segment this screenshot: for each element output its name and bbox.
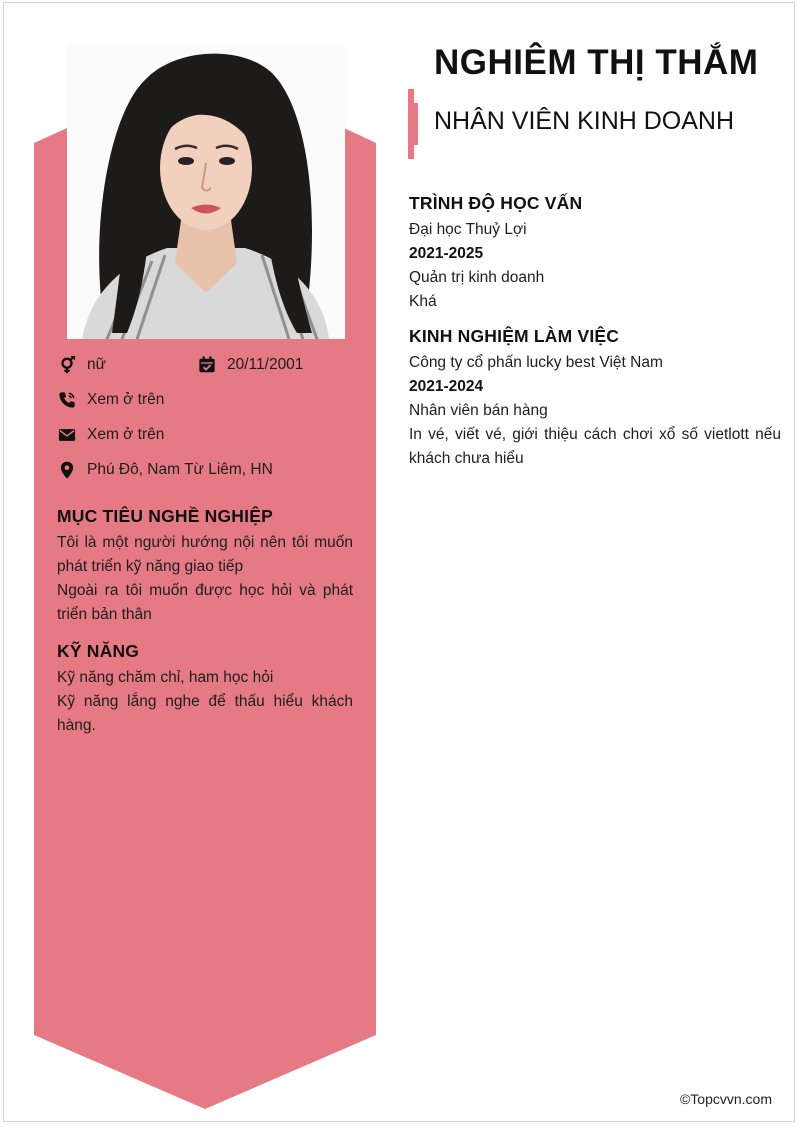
calendar-icon	[198, 356, 216, 374]
education-grade: Khá	[409, 293, 437, 310]
education-period: 2021-2025	[409, 245, 484, 262]
experience-section	[409, 326, 781, 471]
birthday-row	[198, 356, 303, 374]
candidate-name: NGHIÊM THỊ THẮM	[434, 43, 759, 82]
profile-photo	[67, 43, 345, 339]
education-major: Quản trị kinh doanh	[409, 269, 545, 286]
career-goal-paragraph: Ngoài ra tôi muốn được học hỏi và phát triển bản thân	[57, 582, 353, 623]
career-goal-title: MỤC TIÊU NGHỀ NGHIỆP	[57, 506, 273, 526]
gender-row	[58, 356, 106, 374]
accent-bar-inner	[414, 103, 418, 145]
phone-text: Xem ở trên	[87, 391, 165, 408]
birthday-text: 20/11/2001	[227, 356, 304, 373]
email-icon	[58, 426, 76, 444]
experience-description: In vé, viết vé, giới thiệu cách chơi xổ số vietlott nếu khách chưa hiểu	[409, 426, 781, 467]
cv-page	[3, 2, 795, 1122]
gender-icon	[58, 356, 76, 374]
career-goal-paragraph: Tôi là một người hướng nội nên tôi muốn phát triển kỹ năng giao tiếp	[57, 534, 353, 575]
address-row	[58, 461, 273, 479]
phone-row	[58, 391, 164, 409]
education-title: TRÌNH ĐỘ HỌC VẤN	[409, 193, 583, 213]
email-text: Xem ở trên	[87, 426, 165, 443]
gender-text: nữ	[87, 356, 106, 373]
skills-section	[57, 641, 353, 738]
email-row	[58, 426, 164, 444]
experience-title: KINH NGHIỆM LÀM VIỆC	[409, 326, 620, 346]
education-section	[409, 193, 781, 314]
experience-period: 2021-2024	[409, 378, 484, 395]
experience-position: Nhân viên bán hàng	[409, 402, 548, 419]
job-title: NHÂN VIÊN KINH DOANH	[434, 107, 735, 135]
phone-icon	[58, 391, 76, 409]
skills-title: KỸ NĂNG	[57, 641, 140, 661]
footer-credit: ©Topcvvn.com	[679, 1091, 772, 1107]
location-icon	[58, 461, 76, 479]
education-school: Đại học Thuỷ Lợi	[409, 221, 527, 238]
skill-item: Kỹ năng lắng nghe để thấu hiểu khách hàng.	[57, 693, 353, 734]
address-text: Phú Đô, Nam Từ Liêm, HN	[87, 461, 273, 478]
experience-company: Công ty cổ phấn lucky best Việt Nam	[409, 354, 663, 371]
career-goal-section	[57, 506, 353, 627]
skill-item: Kỹ năng chăm chỉ, ham học hỏi	[57, 669, 274, 686]
